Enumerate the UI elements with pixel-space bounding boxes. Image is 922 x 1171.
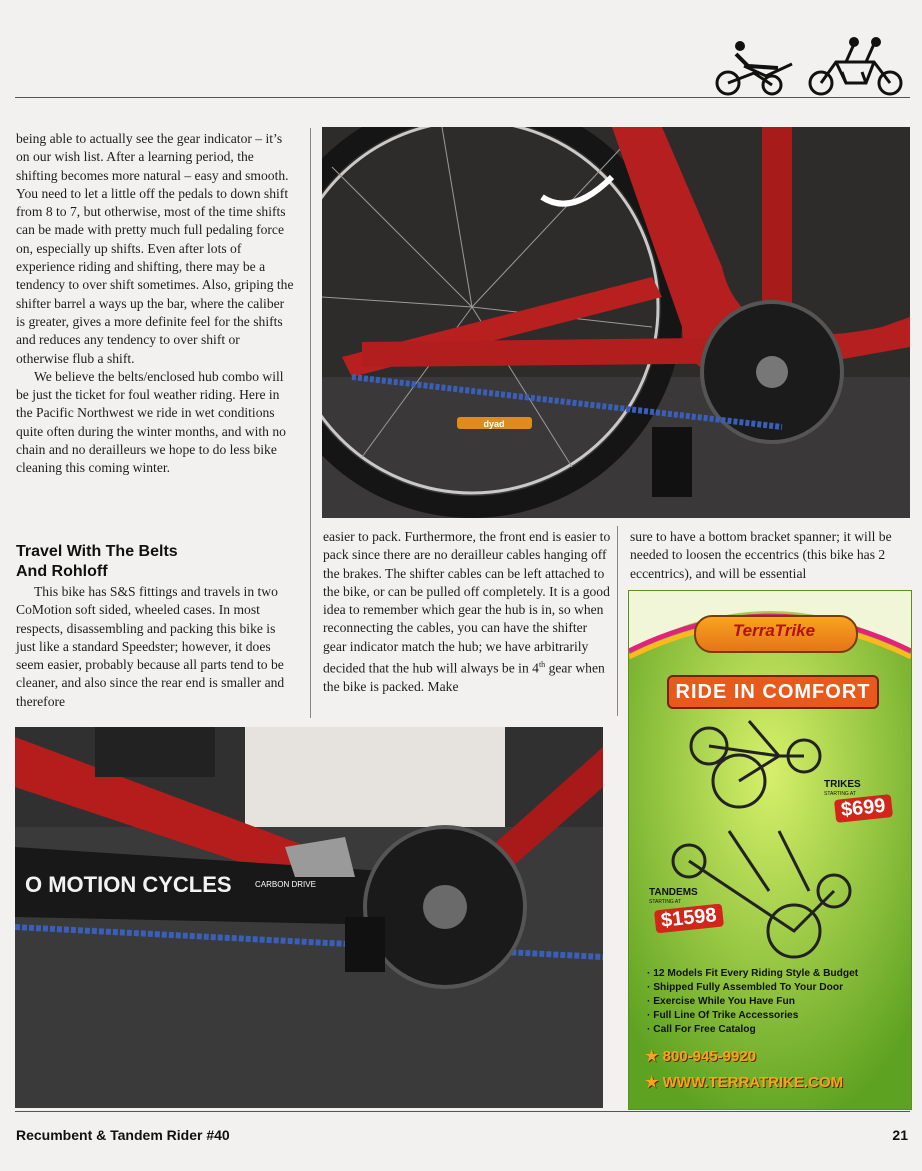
article-paragraph: This bike has S&S fittings and travels in two CoMotion soft sided, wheeled cases. In most respects, disassembling and packing this bike is just like a standard Speedster; however, it does seem easier, probably because all parts tend to be cleaner, and also since the rear end is smaller and therefore — [16, 584, 285, 709]
photo-bottom-bracket-graphic — [15, 727, 603, 1108]
section-heading-line: And Rohloff — [16, 563, 108, 580]
ad-feature-item: · Full Line Of Trike Accessories — [647, 1010, 799, 1021]
section-heading-line: Travel With The Belts — [16, 543, 178, 560]
column-rule — [617, 526, 618, 716]
ad-website: ★ WWW.TERRATRIKE.COM — [645, 1074, 844, 1091]
ad-feature-item: · Call For Free Catalog — [647, 1024, 756, 1035]
ad-headline: RIDE IN COMFORT — [667, 675, 879, 709]
page-number: 21 — [892, 1127, 908, 1143]
ad-brand: TerraTrike — [732, 621, 816, 640]
article-column-3 — [630, 528, 912, 583]
photo-bottom-bracket — [15, 727, 603, 1108]
trikes-price: $699 — [834, 794, 893, 823]
ad-phone: ★ 800-945-9920 — [645, 1048, 757, 1065]
article-column-1-continued — [16, 583, 298, 711]
ad-feature-item: · Shipped Fully Assembled To Your Door — [647, 982, 844, 993]
article-text: gear when the bike is packed. Make — [323, 660, 605, 694]
star-icon: ★ — [645, 1048, 659, 1065]
article-column-1 — [16, 130, 296, 478]
tandems-price: $1598 — [654, 904, 724, 934]
ad-feature-item: · 12 Models Fit Every Riding Style & Budget — [647, 968, 859, 979]
article-paragraph: being able to actually see the gear indicator – it’s on our wish list. After a learning period, the shifting becomes more natural – easy and smooth. You need to let a little off the pedals to down shift from 8 to 7, but otherwise, most of the time shifts can be made with pretty much full pedaling force on, especially up shifts. Even after lots of experience riding and shifting, there may be a tendency to over shift sometimes. Also, griping the shifter barrel a ways up the bar, where the caliber is greater, gives a more definite feel for the shifts and reduces any tendency to over shift or otherwise flub a shift. — [16, 131, 294, 366]
trikes-label: TRIKES — [824, 779, 861, 790]
trikes-starting-at: STARTING AT — [824, 791, 856, 797]
ordinal-suffix: th — [538, 660, 546, 670]
tandems-starting-at: STARTING AT — [649, 899, 681, 905]
column-rule — [310, 128, 311, 718]
recumbent-tandem-logo-icon — [714, 36, 910, 96]
tandems-label: TANDEMS — [649, 887, 698, 898]
star-icon: ★ — [645, 1074, 659, 1091]
article-paragraph: We believe the belts/enclosed hub combo will be just the ticket for foul weather riding. Here in the Pacific Northwest we ride in wet conditions quite often during the winter months, and with no chain and no derailleurs we hope to do less bike cleaning this coming winter. — [16, 368, 286, 476]
article-text: sure to have a bottom bracket spanner; it will be needed to loosen the eccentrics (this bike has 2 eccentrics), and will be essential — [630, 529, 892, 581]
ad-feature-list — [647, 967, 909, 1037]
terratrike-advertisement — [628, 590, 912, 1110]
photo-rear-drivetrain — [322, 127, 910, 518]
article-column-2 — [323, 528, 613, 696]
section-heading — [16, 542, 296, 582]
photo-rear-drivetrain-graphic — [322, 127, 910, 518]
frame-sticker-text: CARBON DRIVE — [255, 880, 316, 889]
article-text: easier to pack. Furthermore, the front end is easier to pack since there are no derailleur cables hanging off the brakes. The shifter cables can be left attached to the bike, or can be pulled off completely. It is a good idea to remember which gear the hub is in, so when reconnecting the cables, you can have the shifter gear indicator match the hub; we have arbitrarily decided that the hub will always be in 4 — [323, 529, 611, 676]
footer-rule — [15, 1111, 910, 1112]
frame-lettering-text: O MOTION CYCLES — [25, 872, 232, 897]
header-rule — [15, 97, 910, 98]
rim-sticker-text: dyad — [483, 419, 505, 429]
ad-feature-item: · Exercise While You Have Fun — [647, 996, 795, 1007]
magazine-footer-title: Recumbent & Tandem Rider #40 — [16, 1127, 230, 1143]
